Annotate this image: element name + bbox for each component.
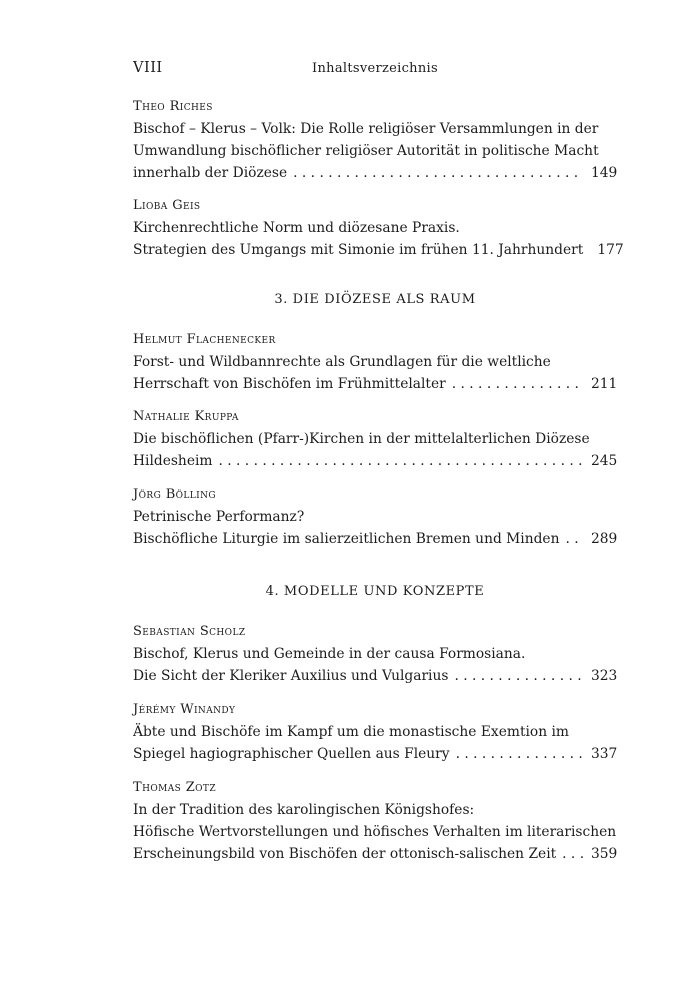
entry-title-line: Höfische Wertvorstellungen und höfisches Verhalten im literarischen	[133, 824, 617, 840]
section-heading: 4. MODELLE UND KONZEPTE	[265, 584, 485, 599]
entry-last-line	[133, 162, 617, 184]
dot-leader	[565, 528, 583, 550]
entry-title-line: Äbte und Bischöfe im Kampf um die monastische Exemtion im	[133, 724, 569, 740]
entry-page-number: 177	[597, 242, 624, 258]
entry-page-number: 289	[591, 531, 618, 547]
toc-entry	[133, 621, 617, 687]
entry-last-line	[133, 665, 617, 687]
entry-last-line	[133, 239, 624, 261]
running-title: Inhaltsverzeichnis	[312, 61, 438, 76]
dot-leader	[452, 373, 583, 395]
entry-last-line	[133, 373, 617, 395]
entry-last-line	[133, 450, 617, 472]
entry-title-line: Spiegel hagiographischer Quellen aus Fleury	[133, 746, 450, 762]
entry-title-line: Bischöfliche Liturgie im salierzeitlichen Bremen und Minden	[133, 531, 560, 547]
entry-title-line: Strategien des Umgangs mit Simonie im frühen 11. Jahrhundert	[133, 242, 584, 258]
entry-title-line: Petrinische Performanz?	[133, 509, 305, 525]
entry-page-number: 337	[591, 746, 618, 762]
toc-entry	[133, 484, 617, 550]
entry-author: Jérémy Winandy	[133, 702, 236, 717]
toc-entry	[133, 777, 617, 865]
entry-page-number: 359	[591, 846, 618, 862]
dot-leader	[456, 743, 583, 765]
dot-leader	[562, 843, 583, 865]
toc-entry	[133, 406, 617, 472]
entry-page-number: 211	[591, 376, 618, 392]
entry-title-line: Forst- und Wildbannrechte als Grundlagen für die weltliche	[133, 354, 551, 370]
entry-title-line: Umwandlung bischöflicher religiöser Autorität in politische Macht	[133, 143, 599, 159]
entry-author: Thomas Zotz	[133, 780, 216, 795]
toc-entry	[133, 96, 617, 184]
dot-leader	[454, 665, 583, 687]
entry-author: Helmut Flachenecker	[133, 332, 276, 347]
entry-last-line	[133, 843, 617, 865]
entry-title-line: Herrschaft von Bischöfen im Frühmittelalter	[133, 376, 446, 392]
entry-title-line: Die Sicht der Kleriker Auxilius und Vulgarius	[133, 668, 449, 684]
entry-title-line: Kirchenrechtliche Norm und diözesane Praxis.	[133, 220, 460, 236]
entry-title-line: Erscheinungsbild von Bischöfen der ottonisch-salischen Zeit	[133, 846, 557, 862]
entry-page-number: 245	[591, 453, 618, 469]
entry-title-line: innerhalb der Diözese	[133, 165, 288, 181]
entry-title-line: Hildesheim	[133, 453, 213, 469]
entry-author: Lioba Geis	[133, 198, 201, 213]
toc-entry	[133, 195, 624, 261]
entry-page-number: 323	[591, 668, 618, 684]
entry-title-line: Bischof, Klerus und Gemeinde in der causa Formosiana.	[133, 646, 526, 662]
entry-title-line: In der Tradition des karolingischen Königshofes:	[133, 802, 475, 818]
entry-title-line: Bischof – Klerus – Volk: Die Rolle religiöser Versammlungen in der	[133, 121, 599, 137]
toc-entry	[133, 329, 617, 395]
toc-entry	[133, 699, 617, 765]
page-number: VIII	[133, 60, 163, 76]
section-heading: 3. DIE DIÖZESE ALS RAUM	[274, 292, 476, 307]
entry-author: Theo Riches	[133, 99, 213, 114]
dot-leader	[218, 450, 583, 472]
entry-title-line: Die bischöflichen (Pfarr-)Kirchen in der mittelalterlichen Diözese	[133, 431, 590, 447]
entry-author: Sebastian Scholz	[133, 624, 246, 639]
entry-last-line	[133, 743, 617, 765]
entry-last-line	[133, 528, 617, 550]
page-header	[133, 60, 617, 82]
entry-author: Jörg Bölling	[133, 487, 216, 502]
entry-author: Nathalie Kruppa	[133, 409, 239, 424]
dot-leader	[293, 162, 583, 184]
entry-page-number: 149	[591, 165, 618, 181]
